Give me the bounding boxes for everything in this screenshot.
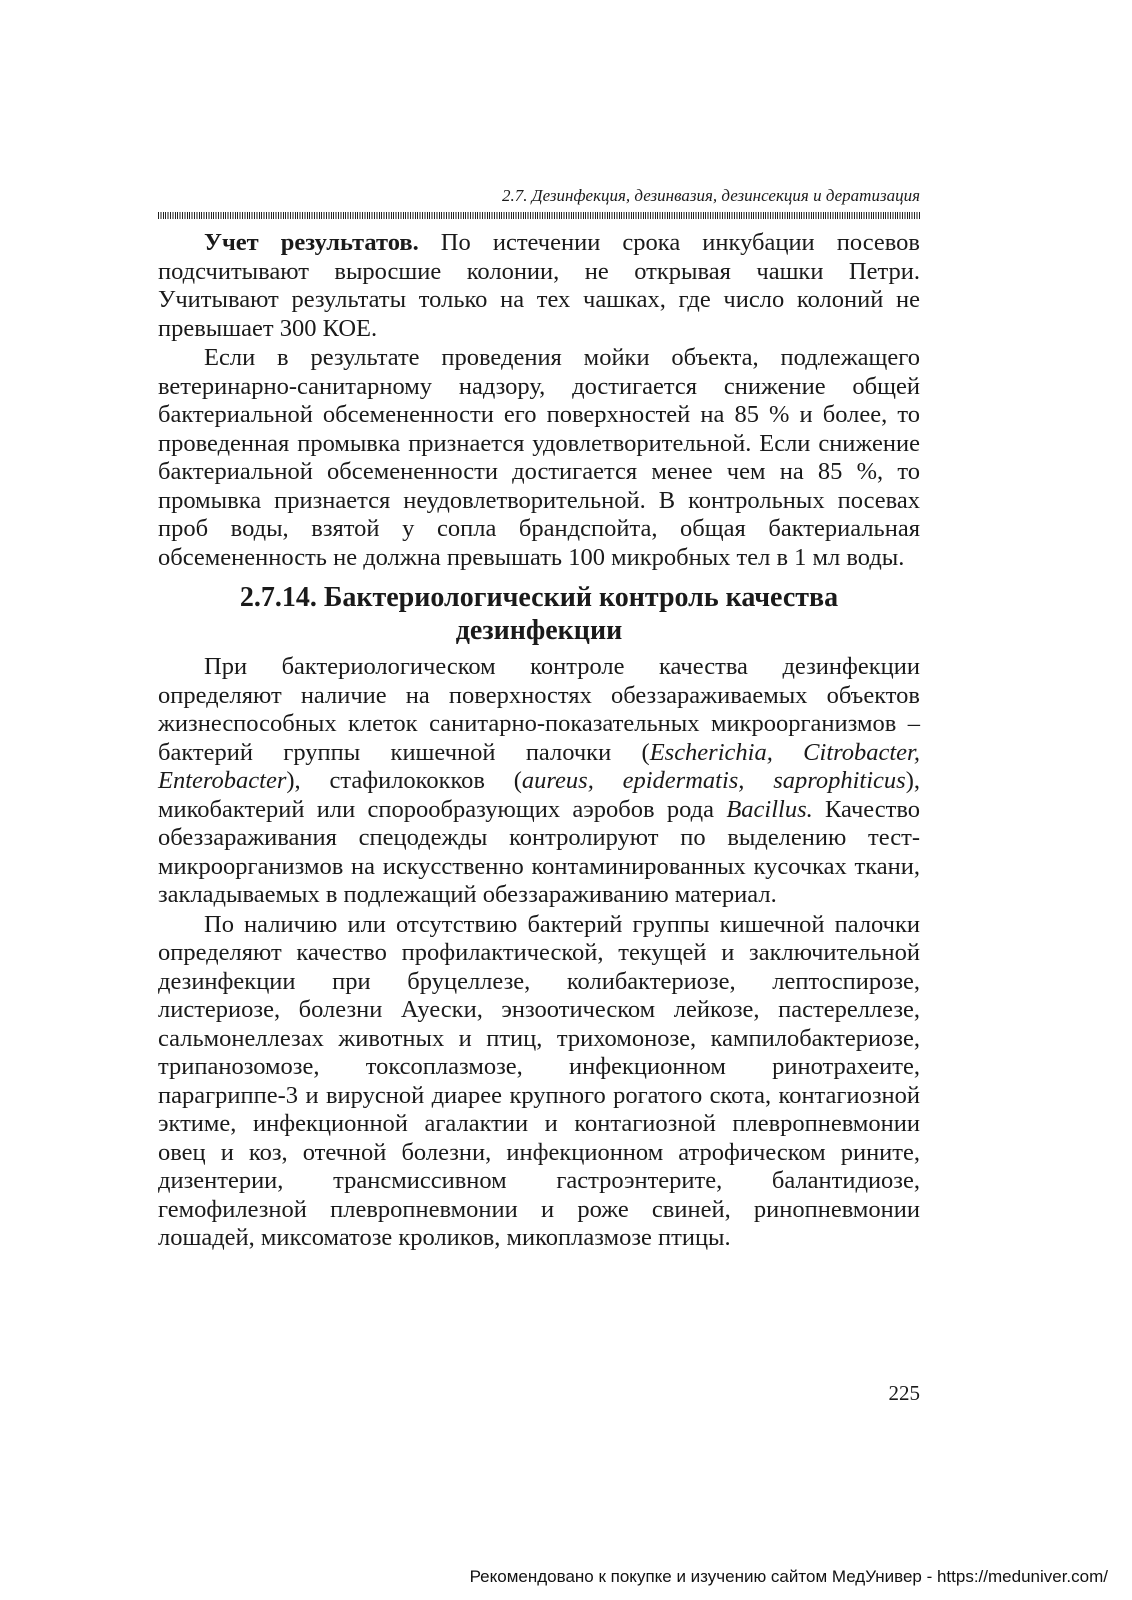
italic-bacillus: Bacillus. bbox=[726, 795, 813, 823]
paragraph-control bbox=[158, 653, 920, 910]
italic-species: aureus, epidermatis, saprophiticus bbox=[521, 767, 906, 794]
running-header: 2.7. Дезинфекция, дезинвазия, дезинсекция и дератизация bbox=[502, 186, 920, 205]
header-rule bbox=[158, 212, 920, 219]
page-number: 225 bbox=[888, 1381, 920, 1405]
text-run: ), микобактерий или спорообразующих аэробов рода bbox=[158, 767, 920, 823]
text-run: Качество обеззараживания спецодежды контролируют по выделению тест-микроорганизмов на искусственно контаминированных кусочках ткани, закладываемых в подлежащий обеззараживанию материал. bbox=[158, 795, 920, 908]
paragraph-diseases: По наличию или отсутствию бактерий группы кишечной палочки определяют качество профилактической, текущей и заключительной дезинфекции при бруцеллезе, колибактериозе, лептоспирозе, листериозе, болезни Ауески, энзоотическом лейкозе, пастереллезе, сальмонеллезах животных и птиц, трихомонозе, кампилобактериозе, трипанозомозе, токсоплазмозе, инфекционном ринотрахеите, парагриппе-3 и вирусной диарее крупного рогатого скота, контагиозной эктиме, инфекционной агалактии и контагиозной плевропневмонии овец и коз, отечной болезни, инфекционном атрофическом рините, дизентерии, трансмиссивном гастроэнтерите, балантидиозе, гемофилезной плевропневмонии и роже свиней, ринопневмонии лошадей, миксоматозе кроликов, микоплазмозе птицы. bbox=[158, 910, 920, 1251]
section-heading: 2.7.14. Бактериологический контроль качества дезинфекции bbox=[239, 582, 839, 646]
page-body bbox=[158, 229, 920, 1253]
text-run: ), стафилококков ( bbox=[286, 767, 522, 794]
italic-genera: Escherichia, Citrobacter, Enterobacter bbox=[158, 738, 920, 794]
footer-recommendation: Рекомендовано к покупке и изучению сайтом МедУнивер - https://meduniver.com/ bbox=[469, 1567, 1108, 1586]
paragraph-washing: Если в результате проведения мойки объекта, подлежащего ветеринарно-санитарному надзору, достигается снижение общей бактериальной обсемененности его поверхностей на 85 % и более, то проведенная промывка признается удовлетворительной. Если снижение бактериальной обсемененности достигается менее чем на 85 %, то промывка признается неудовлетворительной. В контрольных посевах проб воды, взятой у сопла брандспойта, общая бактериальная обсемененность не должна превышать 100 микробных тел в 1 мл воды. bbox=[158, 344, 920, 571]
paragraph-results bbox=[158, 229, 920, 343]
text-run: При бактериологическом контроле качества дезинфекции определяют наличие на поверхностях обеззараживаемых объектов жизнеспособных клеток санитарно-показательных микроорганизмов – бактерий группы кишечной палочки ( bbox=[158, 653, 920, 766]
paragraph-lead: Учет результатов. bbox=[204, 229, 419, 256]
paragraph-text: По истечении срока инкубации посевов подсчитывают выросшие колонии, не открывая чашки Петри. Учитывают результаты только на тех чашках, где число колоний не превышает 300 КОЕ. bbox=[158, 229, 920, 342]
